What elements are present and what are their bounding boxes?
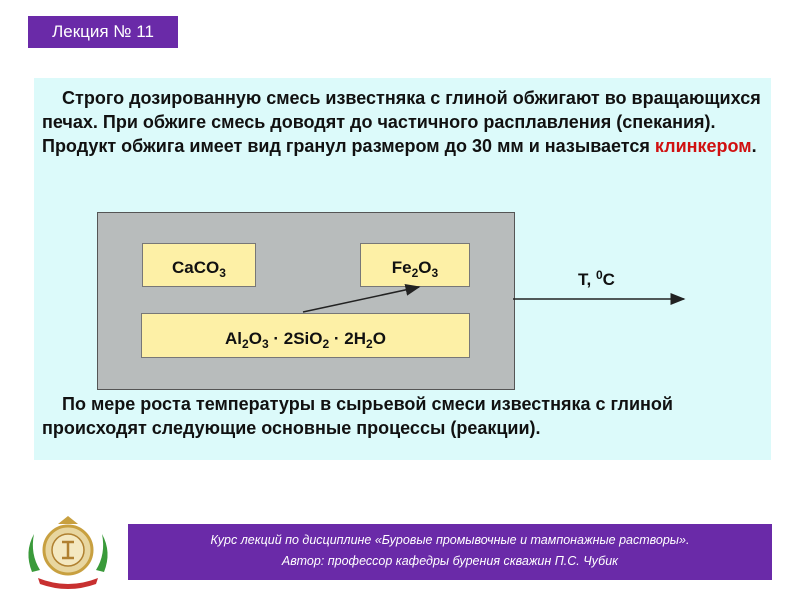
lecture-badge: Лекция № 11 — [28, 16, 178, 48]
outro-paragraph — [42, 392, 770, 440]
fe-text: Fe — [391, 258, 412, 277]
clinker-term: клинкером — [654, 136, 752, 156]
o1-text: O — [248, 329, 262, 348]
university-emblem-icon — [18, 512, 118, 592]
temp-pre: T, — [578, 270, 596, 289]
intro-end: . — [751, 136, 757, 156]
o-sub: 3 — [431, 266, 439, 280]
outro-text: По мере роста температуры в сырьевой смеси известняка с глиной происходят следующие основные процессы (реакции). — [42, 394, 673, 438]
al-text: Al — [225, 329, 243, 348]
caco3-text: CaCO — [172, 258, 220, 277]
footer-banner — [128, 524, 772, 580]
intro-text: Строго дозированную смесь известняка с глиной обжигают во вращающихся печах. При обжиге смесь доводят до частичного расплавления (спекания). Продукт обжига имеет вид гранул размером до 30 мм и называется — [42, 88, 761, 156]
fe-sub: 2 — [411, 266, 419, 280]
al-sub: 2 — [242, 337, 249, 351]
h-sub: 2 — [366, 337, 373, 351]
o-text: O — [418, 258, 432, 277]
footer-line2: Автор: профессор кафедры бурения скважин П.С. Чубик — [281, 554, 619, 568]
sio-text: · 2SiO — [268, 329, 323, 348]
caco3-sub: 3 — [219, 266, 226, 280]
temp-post: C — [602, 270, 615, 289]
reaction-arrow — [303, 287, 419, 312]
temp-sup: 0 — [595, 268, 603, 282]
temperature-label — [578, 270, 615, 290]
h-text: · 2H — [329, 329, 367, 348]
sio-sub: 2 — [322, 337, 330, 351]
o1-sub: 3 — [261, 337, 269, 351]
o2-text: O — [372, 329, 386, 348]
footer-line1: Курс лекций по дисциплине «Буровые промывочные и тампонажные растворы». — [210, 533, 690, 547]
